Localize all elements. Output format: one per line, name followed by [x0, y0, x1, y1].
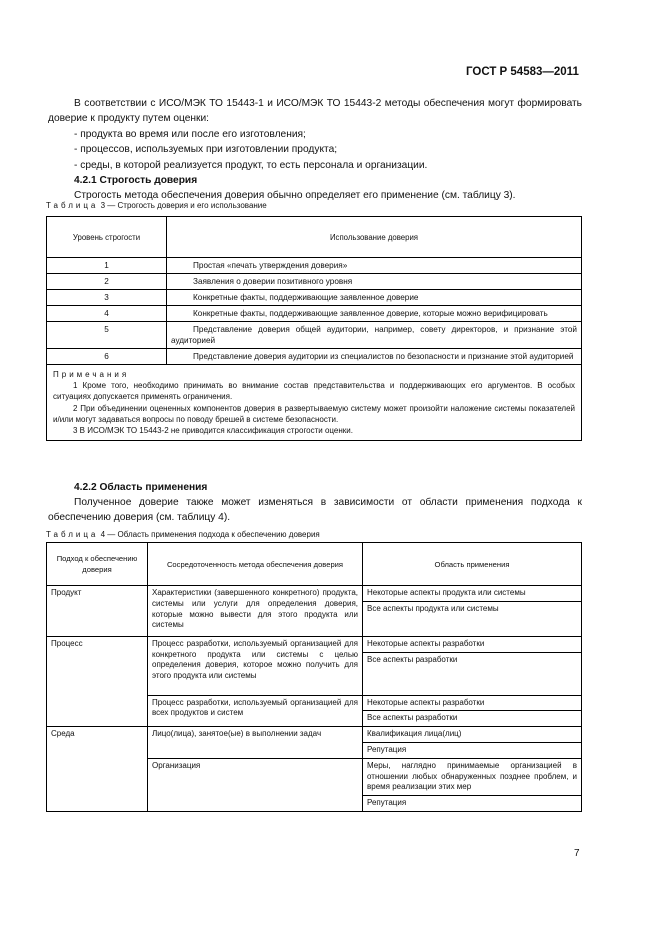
table-row: [47, 306, 582, 322]
table-assurance-rigor: [46, 216, 582, 441]
table-row: [47, 290, 582, 306]
level-cell: 1: [47, 258, 167, 274]
caption-label: Таблица: [46, 201, 99, 210]
focus-cell: Процесс разработки, используемый организацией для всех продуктов и систем: [148, 695, 363, 727]
area-cell: Репутация: [363, 742, 582, 758]
focus-cell: Характеристики (завершенного конкретного) продукта, системы или услуги для определения доверия, которые можно вывести для этого продукта или системы: [148, 586, 363, 637]
table4-caption: [46, 530, 320, 539]
area-cell: Квалификация лица(лиц): [363, 727, 582, 743]
use-cell: Представление доверия общей аудитории, например, совету директоров, и признание этой аудиторией: [171, 325, 577, 345]
note-item: 2 При объединении оцененных компонентов доверия в развертываемую систему может произойти наложение системы показателей и/или могут задаваться вопросы по поводу брешей в системе безопасности.: [53, 403, 575, 424]
approach-cell: Продукт: [47, 586, 148, 637]
area-cell: Репутация: [363, 796, 582, 812]
level-cell: 4: [47, 306, 167, 322]
use-cell: Простая «печать утверждения доверия»: [193, 261, 348, 270]
caption-text: 4 — Область применения подхода к обеспечению доверия: [100, 530, 320, 539]
column-header: Сосредоточенность метода обеспечения доверия: [148, 543, 363, 586]
approach-cell: Среда: [47, 727, 148, 812]
document-code: ГОСТ Р 54583—2011: [466, 66, 579, 78]
table-row: [47, 727, 582, 743]
section-heading-421: 4.2.1 Строгость доверия: [74, 175, 198, 187]
table-row: [47, 586, 582, 602]
page-number: 7: [574, 848, 580, 859]
level-cell: 3: [47, 290, 167, 306]
area-cell: Некоторые аспекты разработки: [363, 636, 582, 652]
list-item: - продукта во время или после его изготовления;: [74, 128, 306, 140]
area-cell: Все аспекты продукта или системы: [363, 601, 582, 636]
note-item: 3 В ИСО/МЭК ТО 15443-2 не приводится классификация строгости оценки.: [73, 426, 353, 436]
focus-cell: Организация: [148, 758, 363, 811]
level-cell: 5: [47, 322, 167, 349]
section-text-421: Строгость метода обеспечения доверия обычно определяет его применение (см. таблицу 3).: [74, 190, 516, 202]
list-item: - среды, в которой реализуется продукт, то есть персонала и организации.: [74, 159, 428, 171]
notes-row: [47, 365, 582, 441]
use-cell: Конкретные факты, поддерживающие заявленное доверие, которые можно верифицировать: [193, 309, 548, 318]
list-item: - процессов, используемых при изготовлении продукта;: [74, 144, 338, 156]
section-text-422: Полученное доверие также может изменяться в зависимости от области применения подхода к обеспечению доверия (см. таблицу 4).: [48, 497, 582, 523]
table-assurance-scope: [46, 542, 582, 812]
column-header: Подход к обеспечению доверия: [47, 543, 148, 586]
intro-block: [48, 96, 582, 204]
use-cell: Представление доверия аудитории из специалистов по безопасности и признание этой аудиторией: [193, 352, 574, 361]
table3-caption: [46, 201, 267, 210]
table-row: [47, 258, 582, 274]
section-heading-422: 4.2.2 Область применения: [74, 482, 208, 493]
area-cell: Некоторые аспекты разработки: [363, 695, 582, 711]
area-cell: Все аспекты разработки: [363, 711, 582, 727]
focus-cell: Лицо(лица), занятое(ые) в выполнении задач: [148, 727, 363, 759]
level-cell: 2: [47, 274, 167, 290]
section-422: [48, 480, 582, 525]
caption-label: Таблица: [46, 530, 99, 539]
table-row: [47, 322, 582, 349]
column-header: Уровень строгости: [47, 217, 167, 258]
level-cell: 6: [47, 349, 167, 365]
area-cell: Меры, наглядно принимаемые организацией в отношении любых обнаруженных позднее проблем, и время реализации этих мер: [363, 758, 582, 795]
table-row: [47, 636, 582, 652]
note-item: 1 Кроме того, необходимо принимать во внимание состав представительства и поддерживающих его аргументов. В особых ситуациях допускается применять ограничения.: [53, 381, 575, 402]
use-cell: Конкретные факты, поддерживающие заявленное доверие: [193, 293, 419, 302]
caption-text: 3 — Строгость доверия и его использование: [100, 201, 267, 210]
table-header-row: [47, 217, 582, 258]
area-cell: Некоторые аспекты продукта или системы: [363, 586, 582, 602]
notes-title: Примечания: [53, 370, 130, 379]
focus-cell: Процесс разработки, используемый организацией для конкретного продукта или системы с целью определения доверия, которое можно получить для этого продукта или системы: [148, 636, 363, 695]
approach-cell: Процесс: [47, 636, 148, 726]
intro-paragraph: В соответствии с ИСО/МЭК ТО 15443-1 и ИСО/МЭК ТО 15443-2 методы обеспечения могут формировать доверие к продукту путем оценки:: [48, 98, 582, 125]
table-row: [47, 349, 582, 365]
area-cell: Все аспекты разработки: [363, 652, 582, 695]
table-row: [47, 274, 582, 290]
use-cell: Заявления о доверии позитивного уровня: [193, 277, 353, 286]
column-header: Использование доверия: [167, 217, 582, 258]
column-header: Область применения: [363, 543, 582, 586]
table-header-row: [47, 543, 582, 586]
